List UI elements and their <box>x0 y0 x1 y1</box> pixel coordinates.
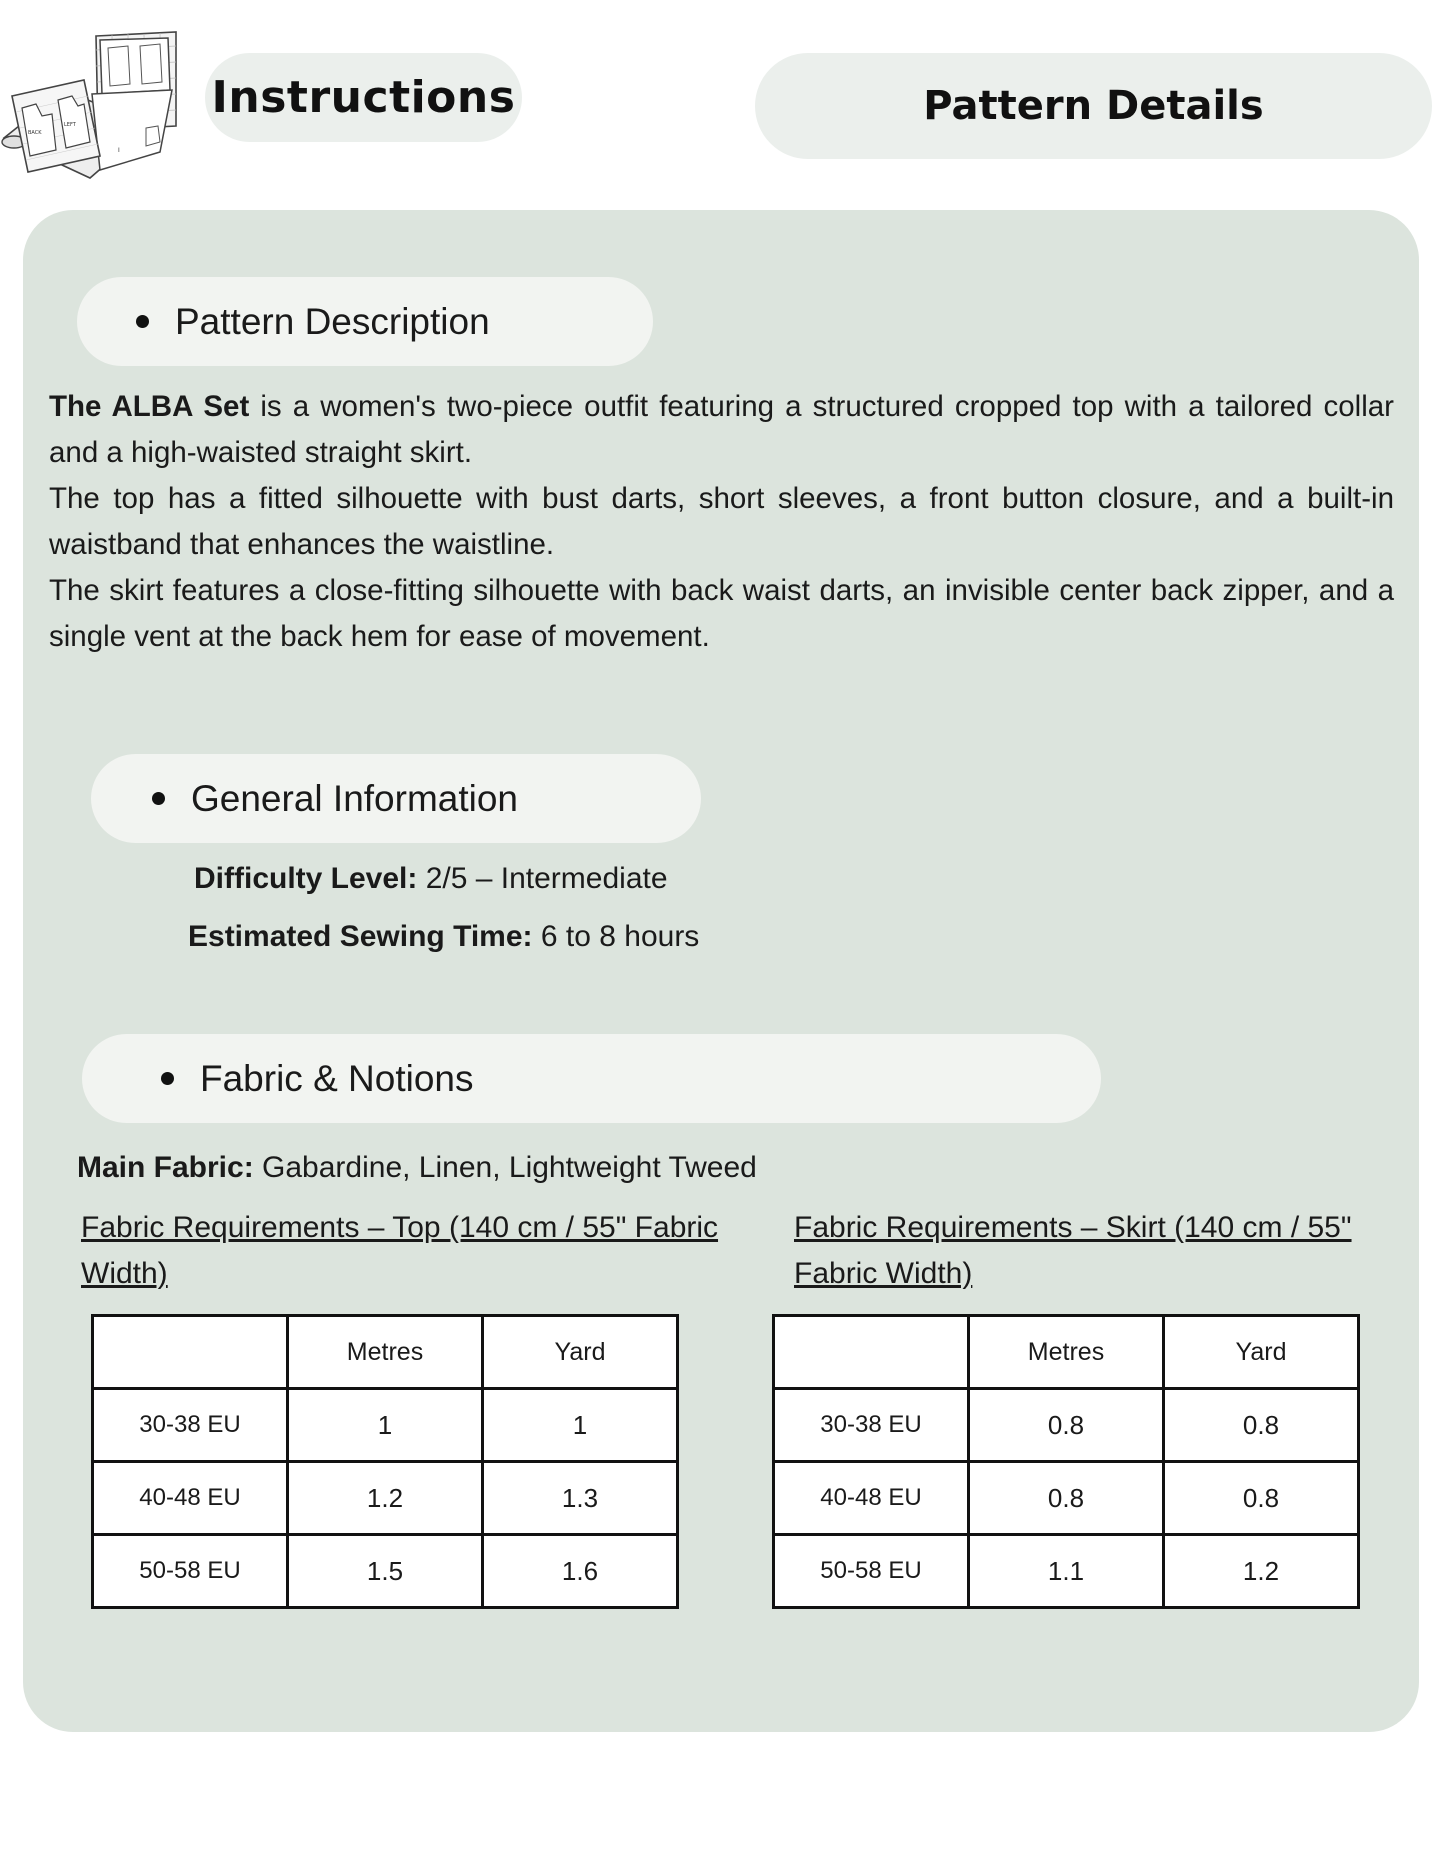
main-fabric-label: Main Fabric: <box>77 1151 254 1184</box>
header-cell: Metres <box>969 1316 1164 1389</box>
yard-cell: 1.2 <box>1164 1535 1359 1608</box>
bullet-icon <box>161 1072 174 1085</box>
bullet-icon <box>152 792 165 805</box>
pattern-details-label: Pattern Details <box>923 83 1264 129</box>
skirt-requirements-table <box>772 1314 1360 1609</box>
metres-cell: 1 <box>288 1389 483 1462</box>
table-header-row <box>774 1316 1359 1389</box>
difficulty-label: Difficulty Level: <box>194 862 418 895</box>
main-fabric-value: Gabardine, Linen, Lightweight Tweed <box>253 1151 757 1184</box>
header-cell <box>774 1316 969 1389</box>
table-row <box>93 1535 678 1608</box>
size-cell: 40-48 EU <box>774 1462 969 1535</box>
yard-cell: 1.3 <box>483 1462 678 1535</box>
section-title: General Information <box>191 777 519 819</box>
table-row <box>774 1462 1359 1535</box>
table-row <box>774 1535 1359 1608</box>
pattern-pieces-icon <box>0 30 180 182</box>
size-cell: 50-58 EU <box>93 1535 288 1608</box>
metres-cell: 0.8 <box>969 1389 1164 1462</box>
metres-cell: 1.2 <box>288 1462 483 1535</box>
estimated-sewing-time <box>188 920 699 954</box>
header-cell: Metres <box>288 1316 483 1389</box>
svg-text:LEFT: LEFT <box>64 122 76 128</box>
yard-cell: 1.6 <box>483 1535 678 1608</box>
brand-name: The ALBA Set <box>49 390 250 423</box>
pattern-description-text <box>49 384 1394 660</box>
section-fabric-notions <box>82 1034 1101 1123</box>
instructions-tab[interactable] <box>205 53 522 142</box>
metres-cell: 1.1 <box>969 1535 1164 1608</box>
yard-cell: 1 <box>483 1389 678 1462</box>
size-cell: 40-48 EU <box>93 1462 288 1535</box>
header-cell <box>93 1316 288 1389</box>
svg-text:BACK: BACK <box>28 130 42 136</box>
difficulty-value: 2/5 – Intermediate <box>417 862 668 895</box>
table-row <box>93 1462 678 1535</box>
description-paragraph: The top has a fitted silhouette with bust darts, short sleeves, a front button closure, and a built-in waistband that enhances the waistline. <box>49 482 1394 561</box>
time-label: Estimated Sewing Time: <box>188 920 533 953</box>
bullet-icon <box>136 315 149 328</box>
table-row <box>93 1389 678 1462</box>
main-fabric <box>77 1151 757 1185</box>
section-pattern-description <box>77 277 653 366</box>
top-requirements-title: Fabric Requirements – Top (140 cm / 55" Fabric Width) <box>81 1211 719 1290</box>
size-cell: 30-38 EU <box>774 1389 969 1462</box>
skirt-requirements-title: Fabric Requirements – Skirt (140 cm / 55" Fabric Width) <box>794 1211 1352 1290</box>
yard-cell: 0.8 <box>1164 1389 1359 1462</box>
yard-cell: 0.8 <box>1164 1462 1359 1535</box>
table-header-row <box>93 1316 678 1389</box>
section-title: Pattern Description <box>175 300 490 342</box>
difficulty-level <box>194 862 668 896</box>
size-cell: 50-58 EU <box>774 1535 969 1608</box>
section-title: Fabric & Notions <box>200 1057 474 1099</box>
section-general-information <box>91 754 701 843</box>
top-requirements-table <box>91 1314 679 1609</box>
size-cell: 30-38 EU <box>93 1389 288 1462</box>
metres-cell: 0.8 <box>969 1462 1164 1535</box>
description-paragraph: The skirt features a close-fitting silhouette with back waist darts, an invisible center back zipper, and a single vent at the back hem for ease of movement. <box>49 574 1394 653</box>
metres-cell: 1.5 <box>288 1535 483 1608</box>
description-paragraph: The ALBA Set is a women's two-piece outfit featuring a structured cropped top with a tailored collar and a high-waisted straight skirt. <box>49 390 1394 469</box>
time-value: 6 to 8 hours <box>532 920 700 953</box>
header-cell: Yard <box>1164 1316 1359 1389</box>
header-cell: Yard <box>483 1316 678 1389</box>
pattern-details-tab[interactable] <box>755 53 1432 159</box>
table-row <box>774 1389 1359 1462</box>
instructions-label: Instructions <box>211 72 516 123</box>
svg-text:I: I <box>118 147 120 154</box>
